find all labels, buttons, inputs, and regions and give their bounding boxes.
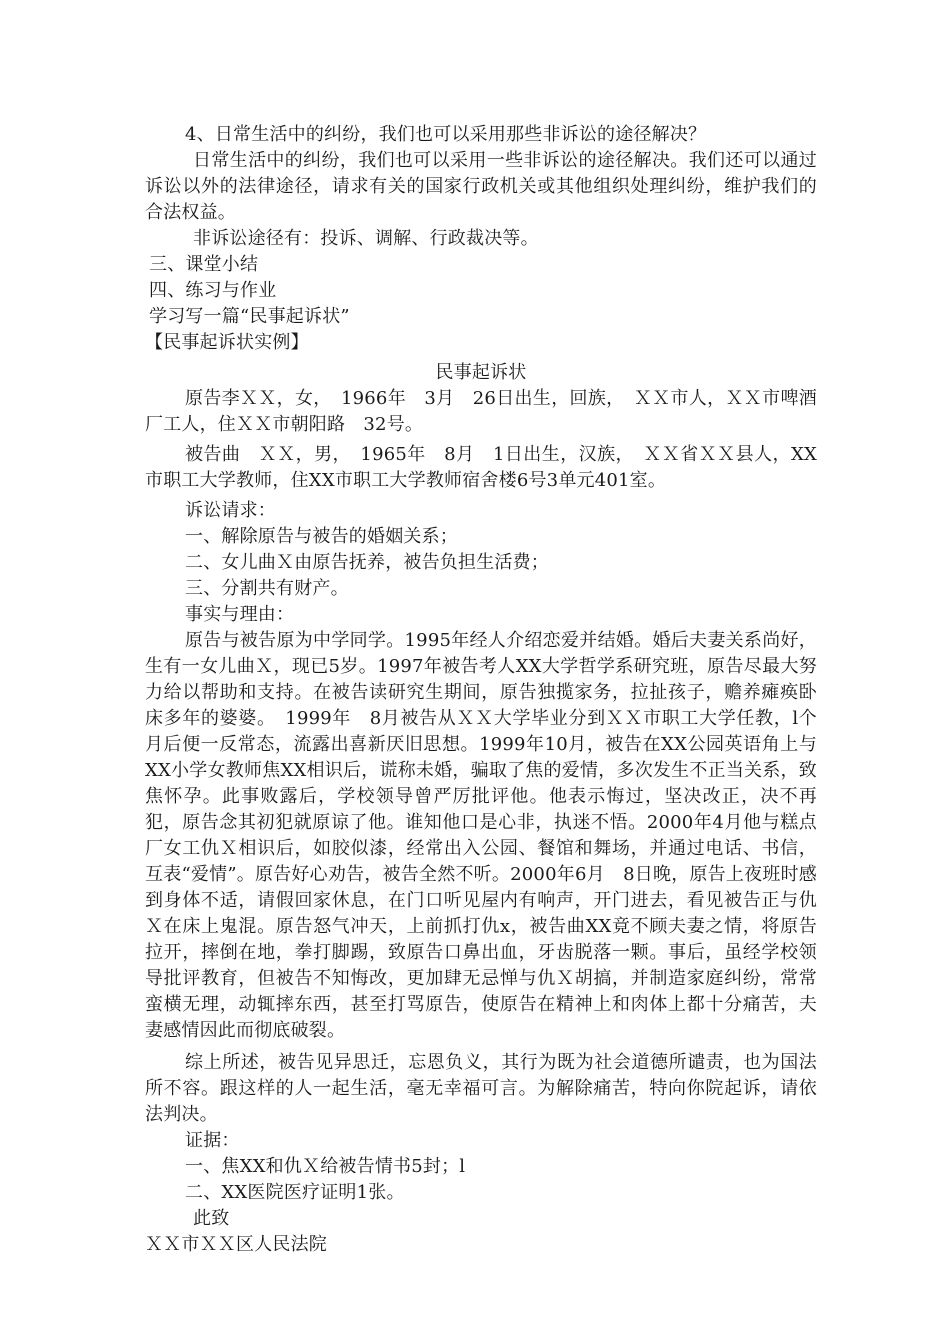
exercise-line: 学习写一篇“民事起诉状” [149, 306, 350, 327]
claim-item: 三、分割共有财产。 [185, 578, 349, 599]
facts-body: 原告与被告原为中学同学。1995年经人介绍恋爱并结婚。婚后夫妻关系尚好，生有一女儿曲Ｘ，现已5岁。1997年被告考人XX大学哲学系研究班，原告尽最大努力给以帮助和支持。在被告读研究生期间，原告独揽家务，拉扯孩子，赡养瘫痪卧床多年的婆婆。 1999年 8月被告从ＸＸ大学毕业分到ＸＸ市职工大学任教，l个月后便一反常态，流露出喜新厌旧思想。1999年10月，被告在XX公园英语角上与XX小学女教师焦XX相识后，谎称未婚，骗取了焦的爱情，多次发生不正当关系，致焦怀孕。此事败露后，学校领导曾严厉批评他。他表示悔过，坚决改正，决不再犯，原告念其初犯就原谅了他。谁知他口是心非，执迷不悟。2000年4月他与糕点厂女工仇Ｘ相识后，如胶似漆，经常出入公园、餐馆和舞场，并通过电话、书信，互表“爱情”。原告好心劝告，被告全然不听。2000年6月 8日晚，原告上夜班时感到身体不适，请假回家休息，在门口听见屋内有响声，开门进去，看见被告正与仇Ｘ在床上鬼混。原告怒气冲天，上前抓打仇x，被告曲XX竟不顾夫妻之情，将原告拉开，摔倒在地，拳打脚踢，致原告口鼻出血，牙齿脱落一颗。事后，虽经学校领导批评教育，但被告不知悔改，更加肆无忌惮与仇Ｘ胡搞，并制造家庭纠纷，常常蛮横无理，动辄摔东西，甚至打骂原告，使原告在精神上和肉体上都十分痛苦，夫妻感情因此而彻底破裂。 [145, 630, 817, 1041]
section-4-heading: 四、练习与作业 [149, 280, 277, 301]
evidence-item: 二、XX医院医疗证明1张。 [185, 1182, 405, 1203]
evidence-heading: 证据： [185, 1130, 240, 1151]
evidence-item: 一、焦XX和仇Ｘ给被告情书5封；l [185, 1156, 466, 1177]
claim-item: 二、女儿曲Ｘ由原告抚养，被告负担生活费； [185, 552, 549, 573]
complaint-title: 民事起诉状 [435, 362, 527, 383]
example-header: 【民事起诉状实例】 [145, 332, 309, 353]
document-body [145, 122, 817, 1258]
question-4: 4、日常生活中的纠纷，我们也可以采用那些非诉讼的途径解决？ [185, 124, 707, 145]
claim-item: 一、解除原告与被告的婚姻关系； [185, 526, 458, 547]
closing-line: 此致 [193, 1208, 230, 1229]
summary-paragraph: 综上所述，被告见异思迁，忘恩负义，其行为既为社会道德所谴责，也为国法所不容。跟这样的人一起生活，毫无幸福可言。为解除痛苦，特向你院起诉，请依法判决。 [145, 1052, 817, 1125]
facts-heading: 事实与理由： [185, 604, 295, 625]
section-3-heading: 三、课堂小结 [149, 254, 259, 275]
answer-4: 日常生活中的纠纷，我们也可以采用一些非诉讼的途径解决。我们还可以通过诉讼以外的法律途径，请求有关的国家行政机关或其他组织处理纠纷，维护我们的合法权益。 [145, 150, 817, 223]
court-name: ＸＸ市ＸＸ区人民法院 [145, 1234, 327, 1255]
claims-heading: 诉讼请求： [185, 500, 276, 521]
defendant-info: 被告曲 ＸＸ，男， 1965年 8月 1日出生，汉族， ＸＸ省ＸＸ县人，XX市职工大学教师，住XX市职工大学教师宿舍楼6号3单元401室。 [145, 444, 817, 491]
plaintiff-info: 原告李ＸＸ，女， 1966年 3月 26日出生，回族， ＸＸ市人，ＸＸ市啤酒厂工人，住ＸＸ市朝阳路 32号。 [145, 388, 817, 435]
non-litigation-paths: 非诉讼途径有：投诉、调解、行政裁决等。 [193, 228, 539, 249]
